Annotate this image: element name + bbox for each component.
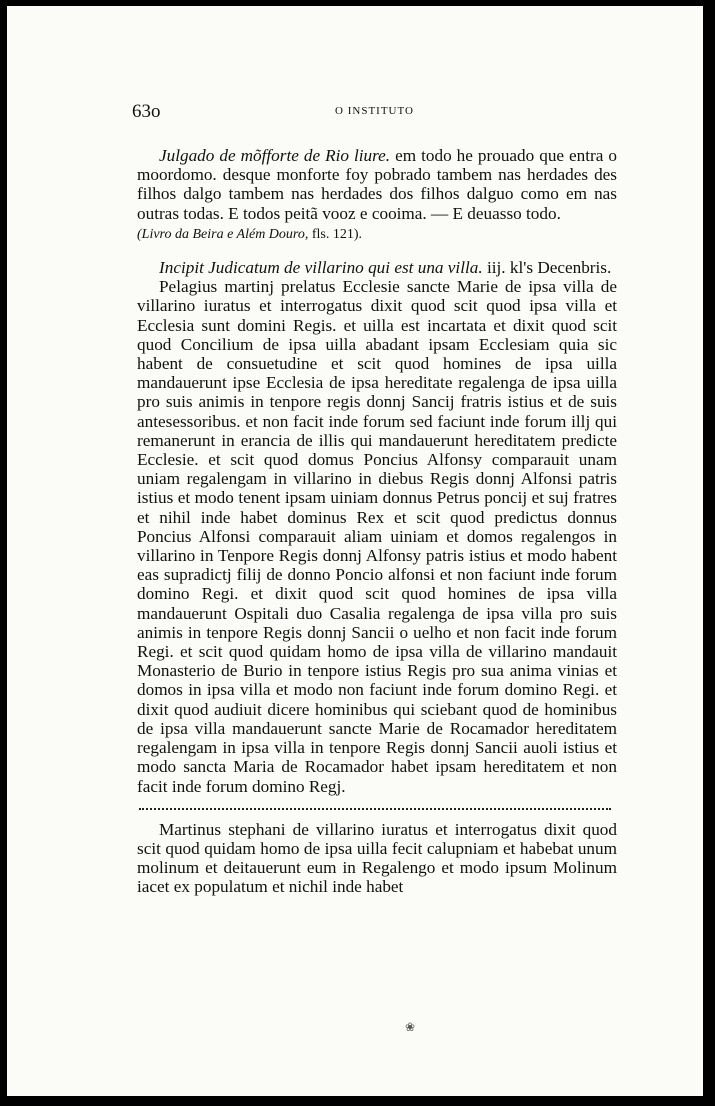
source-citation: (Livro da Beira e Além Douro, fls. 121). <box>137 226 363 242</box>
page-body <box>137 146 617 897</box>
julgado-title: Julgado de mõfforte de Rio liure. <box>159 146 391 165</box>
paragraph-martinus: Martinus stephani de villarino iuratus et interrogatus dixit quod scit quod quidam homo de ipsa uilla fecit calupniam et habebat unum molinum et deitauerunt eum in Regalengo et modo ipsum Molinum iacet ex populatum et nichil inde habet <box>137 819 617 897</box>
julgado-text: em todo he prouado que entra o moordomo. desque monforte foy pobrado tambem nas herdades des filhos dalgo tambem nas herdades dos filhos dalguo como em nas outras todas. E todos peitã vooz e cooima. — E deuasso todo. <box>137 146 618 223</box>
page-header <box>132 101 617 123</box>
incipit-title: Incipit Judicatum de villarino qui est una villa. <box>159 258 483 278</box>
dotted-separator <box>139 800 611 810</box>
book-page <box>7 6 706 1098</box>
page-number: 63o <box>132 101 161 122</box>
running-title: O INSTITUTO <box>335 105 414 117</box>
paragraph-pelagius: Pelagius martinj prelatus Ecclesie sancte Marie de ipsa villa de villarino iuratus et interrogatus dixit quod scit quod ipsa villa et Ecclesia sunt domini Regis. et uilla est incartata et dixit quod scit quod Concilium de ipsa uilla abadant ipsam Ecclesiam quia sic habent de consuetudine et scit quod homines de ipsa uilla mandauerunt ipse Ecclesia de ipsa hereditate regalenga de ipsa uilla pro suis animis in tenpore regis donnj Sancij fratris istius et de suis antesessoribus. et non facit inde forum sed faciunt inde forum illj qui remanerunt in erancia de illis qui mandauerunt hereditatem predicte Ecclesie. et scit quod domus Poncius Alfonsy comparauit unam uniam regalengam in villarino in diebus Regis donnj Alfonsi patris istius et modo tenent ipsam uiniam donnus Petrus poncij et suj fratres et nihil inde habet dominus Rex et scit quod predictus donnus Poncius Alfonsi comparauit aliam uiniam et domos regalengos in villarino in Tenpore Regis donnj Alfonsy patris istius et modo habent eas supradictj filij de donno Poncio alfonsi et non faciunt inde forum domino Regi. et dixit quod scit quod homines de ipsa villa mandauerunt Ospitali duo Casalia regalenga de ipsa villa pro suis animis in tenpore Regis donnj Sancii o uelho et non facit inde forum Regi. et scit quod quidam homo de ipsa villa de villarino mandauit Monasterio de Burio in tenpore istius Regis pro sua anima vinias et domos in ipsa villa et modo non faciunt inde forum domino Regi. et dixit quod audiuit dicere hominibus qui sciebant quod de hominibus de ipsa villa mandauerunt sancte Marie de Rocamador hereditatem regalengam in ipsa villa in tenpore Regis donnj Sancii auoli istius et modo sancta Maria de Rocamador habet ipsam hereditatem et non facit inde forum domino Regj. <box>137 277 617 796</box>
incipit-date: iij. kl's Decenbris. <box>486 258 612 278</box>
section-heading <box>137 258 617 277</box>
paragraph-julgado <box>137 146 617 223</box>
print-mark: ❀ <box>405 1020 416 1034</box>
